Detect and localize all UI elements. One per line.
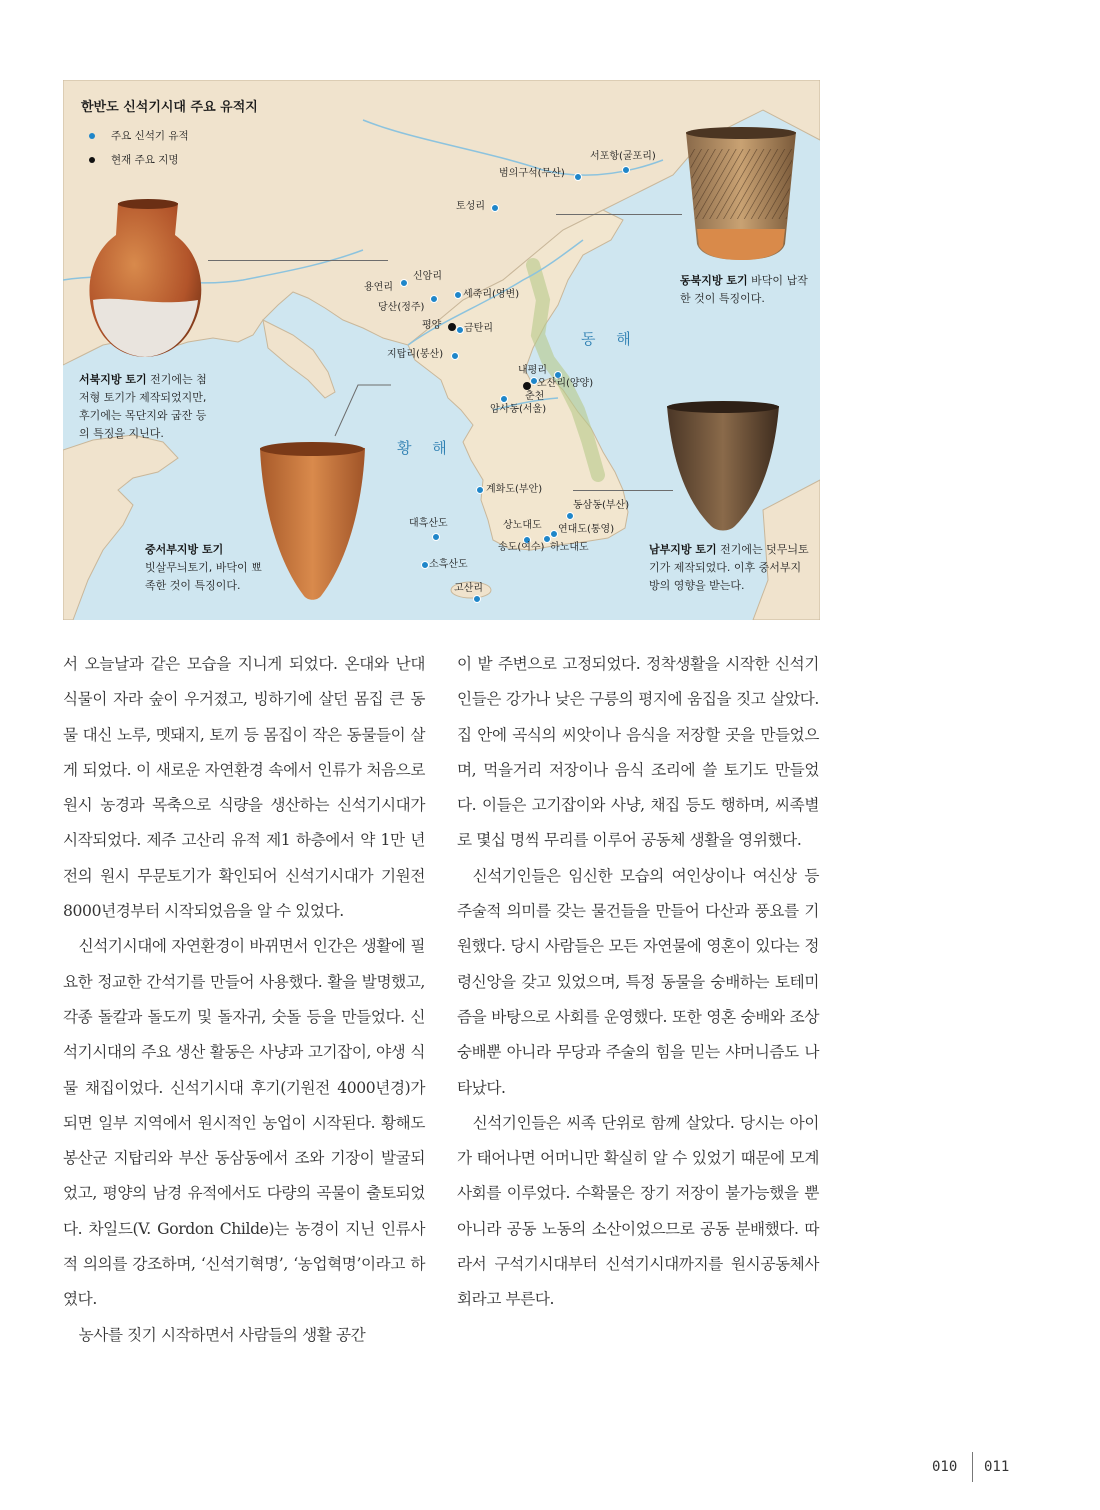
northeast-pottery-image [681,124,801,264]
caption-south [649,541,809,595]
site-dot-yeondaedo [550,530,558,538]
caption-central-text: 빗살무늬토기, 바닥이 뾰족한 것이 특징이다. [145,561,262,592]
leader-line-central [333,383,393,438]
site-label-songdo: 송도(여수) [498,542,545,553]
caption-northeast-title: 동북지방 토기 [680,274,748,287]
paragraph: 서 오늘날과 같은 모습을 지니게 되었다. 온대와 난대 식물이 자라 숲이 우거졌고, 빙하기에 살던 몸집 큰 동물 대신 노루, 멧돼지, 토끼 등 몸집이 작은 동물들이 살게 되었다. 이 새로운 자연환경 속에서 인류가 처음으로 원시 농경과 목축으로 식량을 생산하는 신석기시대가 시작되었다. 제주 고산리 유적 제1 하층에서 약 1만 년 전의 원시 무문토기가 확인되어 신석기시대가 기원전 8000년경부터 시작되었음을 알 수 있었다. [63,655,425,921]
site-dot-toseongri [491,204,499,212]
site-label-naepyeongri: 내평리 [518,365,547,376]
site-label-amsadong: 암사동(서울) [490,404,547,415]
site-label-soheuksando: 소흑산도 [429,559,468,570]
site-label-sejukri: 세죽리(영변) [463,289,520,300]
south-pottery-image [663,398,783,533]
sea-label-west: 황 해 [397,439,455,457]
leader-line-northwest [208,260,388,261]
legend-label-sites: 주요 신석기 유적 [111,130,189,142]
paragraph: 신석기시대에 자연환경이 바뀌면서 인간은 생활에 필요한 정교한 간석기를 만들어 사용했다. 활을 발명했고, 각종 돌칼과 돌도끼 및 돌자귀, 숫돌 등을 만들었다. 신석기시대의 주요 생산 활동은 사냥과 고기잡이, 야생 식물 채집이었다. 신석기시대 후기(기원전 4000년경)가 되면 일부 지역에서 원시적인 농업이 시작된다. 황해도 봉산군 지탑리와 부산 동삼동에서 조와 기장이 발굴되었고, 평양의 남경 유적에서도 다량의 곡물이 출토되었다. 차일드(V. Gordon Childe)는 농경이 지닌 인류사적 의의를 강조하며, ‘신석기혁명’, ‘농업혁명’이라고 하였다. [63,937,425,1309]
site-label-geumtanri: 금탄리 [464,323,493,334]
site-dot-seopohang [622,166,630,174]
caption-northeast [680,272,810,308]
caption-northwest-title: 서북지방 토기 [79,373,147,386]
site-label-yongyeonri: 용연리 [364,282,393,293]
site-label-gosanri: 고산리 [454,583,483,594]
site-label-dongsamdong: 동삼동(부산) [573,500,630,511]
site-label-chuncheon: 춘천 [525,391,545,402]
site-dot-geumtanri [456,326,464,334]
site-dot-sejukri [454,291,462,299]
site-label-seopohang: 서포항(굴포리) [590,151,656,162]
site-label-toseongri: 토성리 [456,201,485,212]
site-dot-sinamri [400,279,408,287]
body-column-left [63,647,425,1353]
site-label-sinamri: 신암리 [413,271,442,282]
legend-item-places [89,152,179,167]
site-label-dangsan: 당산(정주) [378,302,425,313]
site-label-hanodaedo: 하노대도 [550,542,589,553]
site-label-gyehwado: 계화도(부안) [486,484,543,495]
northwest-pottery-image [83,195,208,360]
site-label-sangnodaedo: 상노대도 [503,520,542,531]
caption-northwest [79,371,214,443]
site-dot-gyehwado [476,486,484,494]
leader-line-northeast [556,214,682,215]
caption-central-title: 중서부지방 토기 [145,543,224,556]
page-number-right: 011 [984,1459,1010,1475]
legend-label-places: 현재 주요 지명 [111,154,179,166]
site-dot-dongsamdong [566,512,574,520]
leader-line-south [573,490,673,491]
site-dot-daeheuksando [432,533,440,541]
map-title: 한반도 신석기시대 주요 유적지 [81,100,258,115]
site-dot-soheuksando [421,561,429,569]
site-label-osanri: 오산리(양양) [537,378,594,389]
central-pottery-image [255,438,370,603]
caption-south-text: 전기에는 덧무늬토기가 제작되었다. 이후 중서부지방의 영향을 받는다. [649,543,809,592]
site-dot-pyeongyang [448,323,456,331]
paragraph: 이 밭 주변으로 고정되었다. 정착생활을 시작한 신석기인들은 강가나 낮은 구릉의 평지에 움집을 짓고 살았다. 집 안에 곡식의 씨앗이나 음식을 저장할 곳을 만들었으며, 먹을거리 저장이나 음식 조리에 쓸 토기도 만들었다. 이들은 고기잡이와 사냥, 채집 등도 행하며, 씨족별로 몇십 명씩 무리를 이루어 공동체 생활을 영위했다. [457,655,819,850]
page-number-divider [972,1452,973,1482]
site-label-daeheuksando: 대흑산도 [409,518,448,529]
site-dot-beomuigu [574,173,582,181]
legend-blue-dot-icon [89,133,95,139]
page-number-left: 010 [932,1459,958,1475]
land-liaodong [263,320,335,398]
site-label-jitapri: 지탑리(봉산) [387,349,444,360]
site-label-yeondaedo: 연대도(통영) [558,524,615,535]
site-dot-dangsan [430,295,438,303]
legend-black-dot-icon [89,157,95,163]
caption-northwest-text: 전기에는 첨저형 토기가 제작되었지만, 후기에는 목단지와 굽잔 등의 특징을 지닌다. [79,373,207,440]
site-label-beomuigu: 범의구석(무산) [499,168,565,179]
site-dot-gosanri [473,595,481,603]
caption-northeast-text: 바닥이 납작한 것이 특징이다. [680,274,808,305]
caption-south-title: 남부지방 토기 [649,543,717,556]
site-dot-jitapri [451,352,459,360]
site-dot-amsadong [500,395,508,403]
paragraph: 농사를 짓기 시작하면서 사람들의 생활 공간 [78,1325,366,1344]
paragraph: 신석기인들은 임신한 모습의 여인상이나 여신상 등 주술적 의미를 갖는 물건들을 만들어 다산과 풍요를 기원했다. 당시 사람들은 모든 자연물에 영혼이 있다는 정령신앙을 갖고 있었으며, 특정 동물을 숭배하는 토테미즘을 바탕으로 사회를 운영했다. 또한 영혼 숭배와 조상 숭배뿐 아니라 무당과 주술의 힘을 믿는 샤머니즘도 나타났다. [457,866,819,1097]
site-map-figure [63,80,820,620]
body-column-right [457,647,819,1318]
sea-label-east: 동 해 [581,330,639,348]
legend-item-sites [89,128,189,143]
site-label-pyeongyang: 평양 [422,320,442,331]
paragraph: 신석기인들은 씨족 단위로 함께 살았다. 당시는 아이가 태어나면 어머니만 확실히 알 수 있었기 때문에 모계 사회를 이루었다. 수확물은 장기 저장이 불가능했을 뿐 아니라 공동 노동의 소산이었으므로 공동 분배했다. 따라서 구석기시대부터 신석기시대까지를 원시공동체사회라고 부른다. [457,1113,819,1309]
caption-central [145,541,265,595]
